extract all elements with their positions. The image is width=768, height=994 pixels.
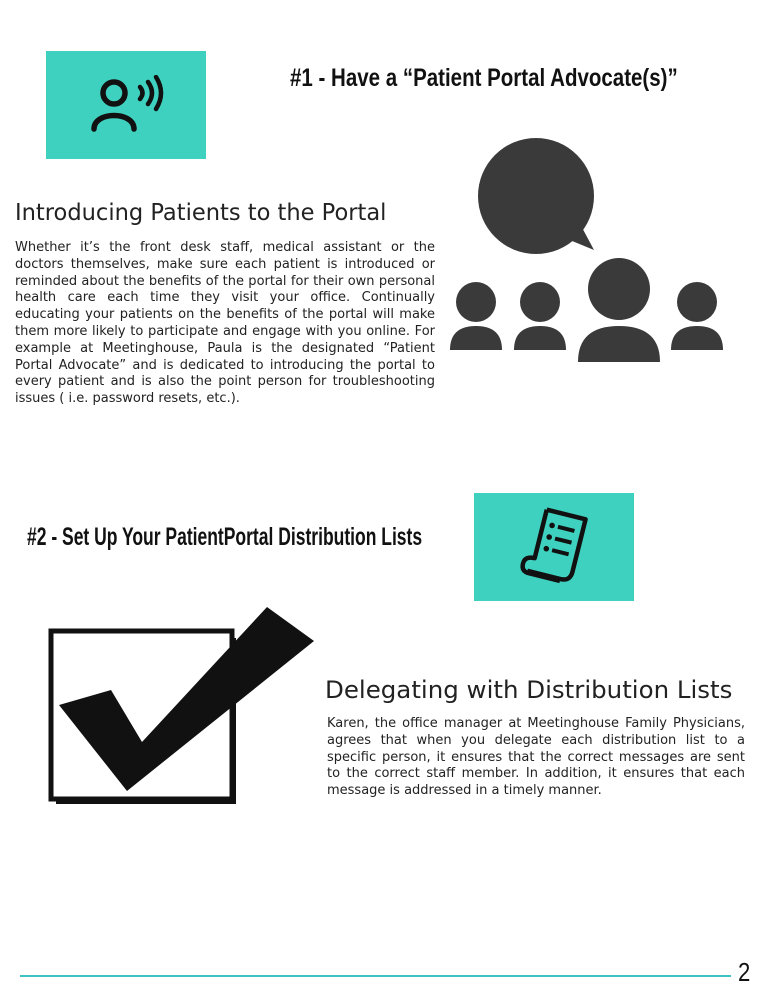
page-number: 2 (738, 957, 751, 987)
section1-body: Whether it’s the front desk staff, medical assistant or the doctors themselves, make sure each patient is introduced or reminded about the benefits of the portal for their own personal health care each time they visit your office. Continually educating your patients on the benefits of the portal will make them more likely to participate and engage with you online. For example at Meetinghouse, Paula is the designated “Patient Portal Advocate” and is dedicated to introducing the portal to every patient and is also the point person for troubleshooting issues ( i.e. password resets, etc.). (15, 240, 435, 407)
person-speaking-icon (90, 75, 170, 135)
section2-heading: #2 - Set Up Your PatientPortal Distribution Lists (27, 523, 423, 551)
section2-body: Karen, the office manager at Meetinghouse Family Physicians, agrees that when you delegate each distribution list to a specific person, it ensures that the correct messages are sent to the correct staff member. In addition, it ensures that each message is addressed in a timely manner. (327, 716, 745, 799)
section1-heading: #1 - Have a “Patient Portal Advocate(s)” (290, 64, 678, 92)
distribution-icon-tile (474, 493, 634, 601)
section1-subheading: Introducing Patients to the Portal (15, 200, 387, 226)
checkbox-checkmark-icon (46, 604, 318, 810)
footer-divider (20, 975, 731, 977)
document-list-icon (516, 505, 596, 589)
advocate-icon-tile (46, 51, 206, 159)
section2-subheading: Delegating with Distribution Lists (325, 676, 733, 704)
group-speech-bubble-icon (448, 138, 726, 364)
